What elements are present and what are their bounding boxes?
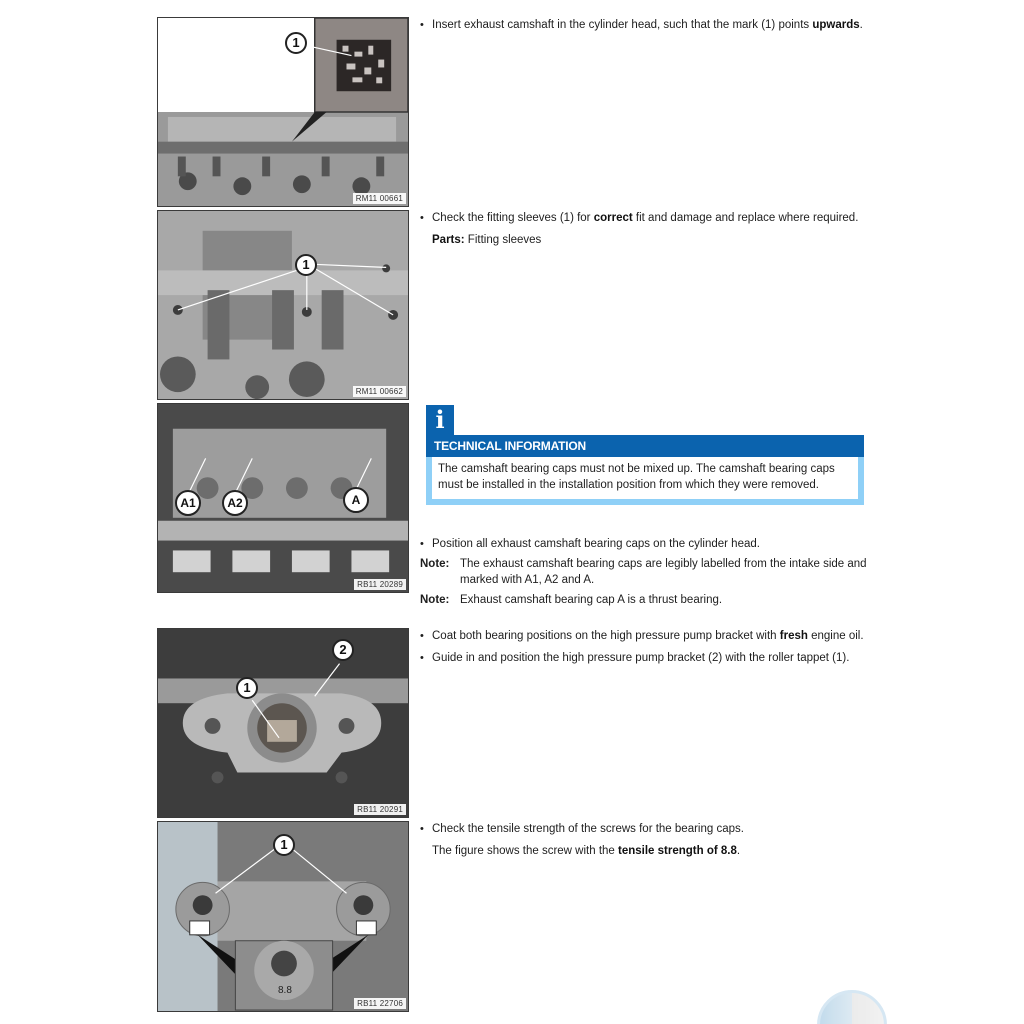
callout-a1: A1 xyxy=(175,490,201,516)
callout-1: 1 xyxy=(236,677,258,699)
camshaft-photo xyxy=(158,18,408,206)
callout-2: 2 xyxy=(332,639,354,661)
callout-1: 1 xyxy=(273,834,295,856)
figure-code: RB11 20291 xyxy=(354,804,406,815)
technical-information-body: The camshaft bearing caps must not be mixed up. The camshaft bearing caps must be installed in the installation position from which they were removed. xyxy=(426,457,864,505)
fitting-sleeves-photo xyxy=(158,211,408,399)
figure-fitting-sleeves xyxy=(157,210,409,400)
callout-1: 1 xyxy=(295,254,317,276)
watermark-logo-icon xyxy=(817,990,887,1024)
parts-line: Parts: Fitting sleeves xyxy=(432,234,542,246)
figure-code: RB11 20289 xyxy=(354,579,406,590)
pump-bracket-photo xyxy=(158,629,408,817)
figure-pump-bracket xyxy=(157,628,409,818)
callout-a: A xyxy=(343,487,369,513)
figure-code: RM11 00661 xyxy=(353,193,406,204)
callout-1: 1 xyxy=(285,32,307,54)
note-2: Note: Exhaust camshaft bearing cap A is a thrust bearing. xyxy=(420,594,723,606)
callout-a2: A2 xyxy=(222,490,248,516)
figure-code: RM11 00662 xyxy=(353,386,406,397)
figure-screw-tensile-strength xyxy=(157,821,409,1012)
step-position-bearing-caps: • Position all exhaust camshaft bearing caps on the cylinder head. Note: The exhaust camshaft bearing caps are legibly labelled from the intake side and marked with A1, A2 and A. Note: Exhaust camshaft bearing cap A is a thrust bearing. xyxy=(420,536,870,608)
step-coat-and-guide-bracket: • Coat both bearing positions on the high pressure pump bracket with fresh engine oil. • Guide in and position the high pressure pump bracket (2) with the roller tappet (1). xyxy=(420,628,870,666)
note-1: Note: The exhaust camshaft bearing caps are legibly labelled from the intake side and marked with A1, A2 and A. xyxy=(420,558,867,586)
figure-bearing-caps xyxy=(157,403,409,593)
step-check-fitting-sleeves: • Check the fitting sleeves (1) for correct fit and damage and replace where required. Parts: Fitting sleeves xyxy=(420,210,870,248)
technical-information-title: TECHNICAL INFORMATION xyxy=(426,435,864,457)
figure-code: RB11 22706 xyxy=(354,998,406,1009)
inset-tensile-label: 8.8 xyxy=(278,985,292,996)
figure-camshaft-mark xyxy=(157,17,409,207)
technical-information-box xyxy=(426,405,864,505)
step-check-tensile-strength: • Check the tensile strength of the screws for the bearing caps. The figure shows the screw with the tensile strength of 8.8. xyxy=(420,821,870,859)
info-icon: i xyxy=(426,405,454,435)
step-insert-camshaft: • Insert exhaust camshaft in the cylinder head, such that the mark (1) points upwards. xyxy=(420,17,870,33)
figure-caption: The figure shows the screw with the tensile strength of 8.8. xyxy=(432,845,741,857)
